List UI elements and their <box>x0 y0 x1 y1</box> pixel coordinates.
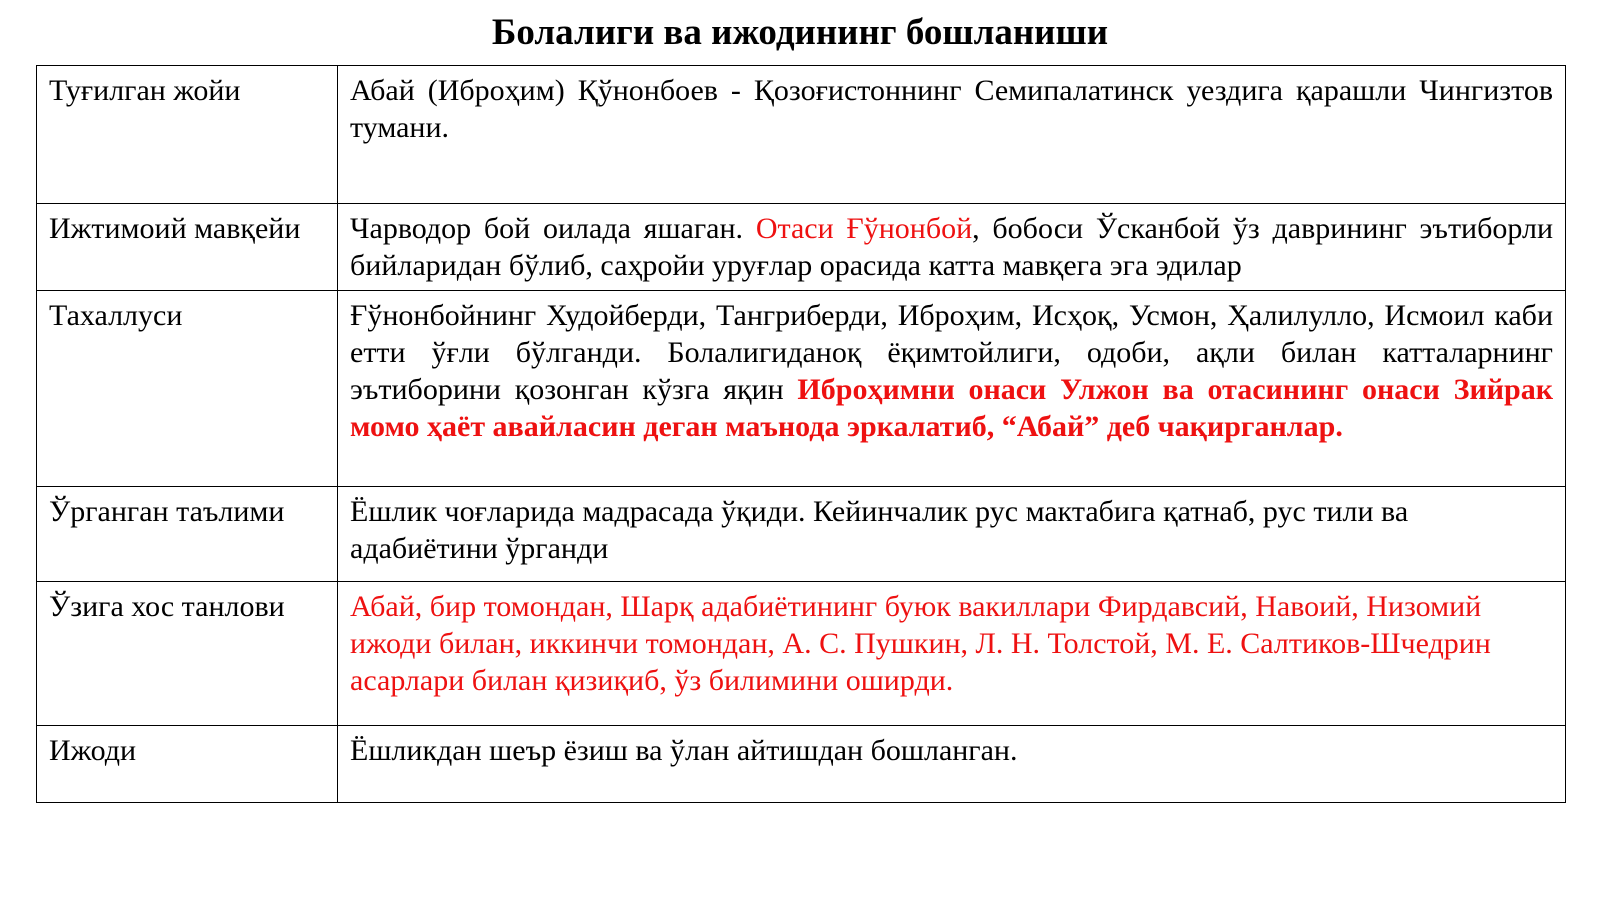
table-row <box>37 487 1566 582</box>
row-content <box>338 291 1566 487</box>
text-segment: Чарводор бой оилада яшаган. <box>350 212 756 245</box>
text-segment: Ғўнонбойнинг Худойберди, Тангриберди, Иброҳим, Исҳоқ, Усмон, Ҳалилулло, Исмоил каби етти ўғли бўлганди. Болалигиданоқ ёқимтойлиги, одоби, ақли билан катталарнинг эътиборини қозонган кўзга яқин <box>350 299 1553 406</box>
row-label: Ўзига хос танлови <box>37 582 338 726</box>
text-segment: , бобоси Ўсканбой ўз даврининг эътиборли бийларидан бўлиб, саҳройи уруғлар орасида катта мавқега эга эдилар <box>350 212 1553 282</box>
row-label: Тахаллуси <box>37 291 338 487</box>
table-row <box>37 582 1566 726</box>
table-row <box>37 66 1566 204</box>
page-title: Болалиги ва ижодининг бошланиши <box>491 12 1109 53</box>
table-row <box>37 204 1566 291</box>
table-row <box>37 726 1566 803</box>
row-label: Ижоди <box>37 726 338 803</box>
row-content <box>338 726 1566 803</box>
row-label: Ўрганган таълими <box>37 487 338 582</box>
row-label: Ижтимоий мавқейи <box>37 204 338 291</box>
highlighted-text-segment: Абай, бир томондан, Шарқ адабиётининг буюк вакиллари Фирдавсий, Навоий, Низомий ижоди билан, иккинчи томондан, А. С. Пушкин, Л. Н. Толстой, М. Е. Салтиков-Шчедрин асарлари билан қизиқиб, ўз билимини оширди. <box>350 590 1491 697</box>
highlighted-text-segment: Иброҳимни онаси Улжон ва отасининг онаси Зийрак момо ҳаёт авайласин деган маънода эркалатиб, “Абай” деб чақирганлар. <box>350 373 1553 443</box>
text-segment: Ёшлик чоғларида мадрасада ўқиди. Кейинчалик рус мактабига қатнаб, рус тили ва адабиётини ўрганди <box>350 495 1409 565</box>
row-content <box>338 487 1566 582</box>
row-label: Туғилган жойи <box>37 66 338 204</box>
info-table <box>36 65 1566 803</box>
row-content <box>338 66 1566 204</box>
highlighted-text-segment: Отаси Ғўнонбой <box>755 212 973 245</box>
row-content <box>338 582 1566 726</box>
text-segment: Ёшликдан шеър ёзиш ва ўлан айтишдан бошланган. <box>350 734 1018 767</box>
text-segment: Абай (Иброҳим) Қўнонбоев - Қозоғистоннинг Семипалатинск уездига қарашли Чингизтов тумани. <box>350 74 1553 144</box>
row-content <box>338 204 1566 291</box>
table-row <box>37 291 1566 487</box>
